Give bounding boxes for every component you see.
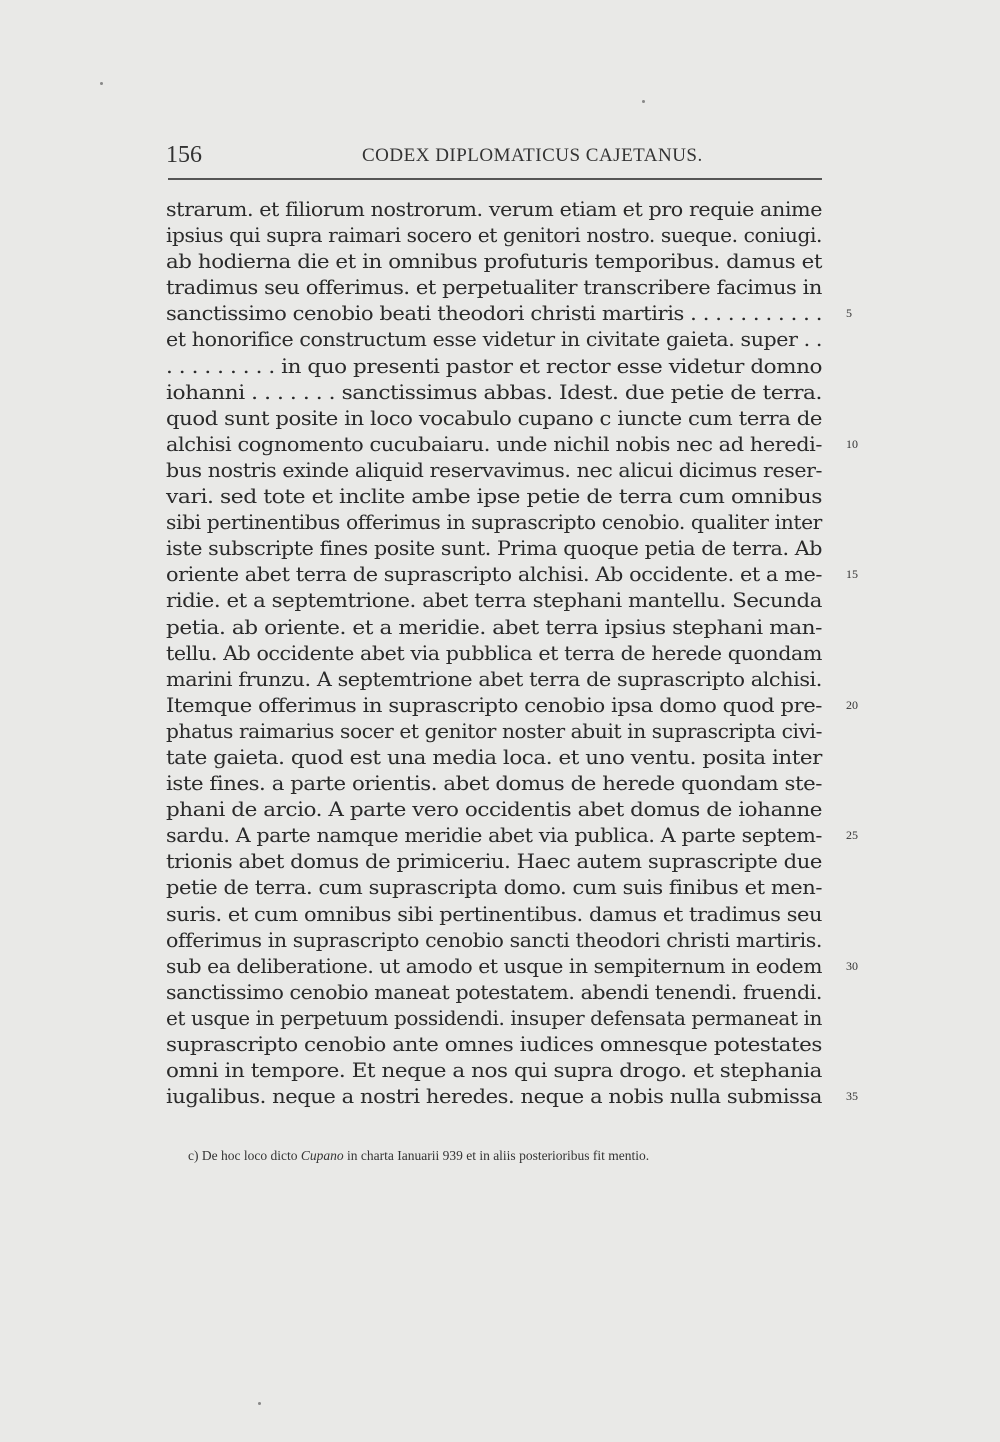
- text-line: [166, 222, 826, 248]
- text-line: [166, 770, 826, 796]
- text-line-content: et usque in perpetuum possidendi. insuper defensata permaneat in: [166, 1005, 823, 1030]
- paper-speck: [100, 82, 103, 85]
- text-line-content: iste fines. a parte orientis. abet domus de herede quondam ste-: [166, 771, 822, 796]
- text-line: [166, 640, 826, 666]
- text-line: [166, 796, 826, 822]
- text-line-content: ipsius qui supra raimari socero et genitori nostro. sueque. coniugi.: [166, 223, 823, 248]
- line-number: 25: [846, 828, 858, 843]
- text-line-content: marini frunzu. A septemtrione abet terra de suprascripto alchisi.: [166, 666, 822, 691]
- text-line: [166, 353, 826, 379]
- text-line-content: et honorifice constructum esse videtur in civitate gaieta. super . .: [166, 327, 823, 352]
- text-line: [166, 300, 852, 326]
- footnote-place-name: Cupano: [300, 1148, 344, 1163]
- text-line-content: sanctissimo cenobio beati theodori christi martiris . . . . . . . . . . .: [166, 301, 822, 326]
- page-header: [166, 142, 822, 172]
- text-line-content: bus nostris exinde aliquid reservavimus. nec alicui dicimus reser-: [166, 457, 823, 482]
- text-line-content: Itemque offerimus in suprascripto cenobio ipsa domo quod pre-: [166, 692, 823, 717]
- text-line-content: petia. ab oriente. et a meridie. abet terra ipsius stephani man-: [166, 614, 823, 639]
- text-line: [166, 718, 826, 744]
- footnote-text-before: De hoc loco dicto: [201, 1148, 298, 1163]
- footnote: [188, 1148, 828, 1164]
- text-line: [166, 248, 826, 274]
- text-line: [166, 1057, 826, 1083]
- text-line-content: ab hodierna die et in omnibus profuturis temporibus. damus et: [166, 249, 823, 274]
- text-line: [166, 979, 826, 1005]
- header-rule: [168, 178, 822, 180]
- text-line: [166, 196, 826, 222]
- text-body: [166, 196, 858, 1109]
- line-number: 20: [846, 697, 858, 712]
- text-line-content: suris. et cum omnibus sibi pertinentibus. damus et tradimus seu: [166, 901, 823, 926]
- text-line-content: phani de arcio. A parte vero occidentis abet domus de iohanne: [166, 797, 823, 822]
- text-line-content: tellu. Ab occidente abet via pubblica et terra de herede quondam: [166, 640, 823, 665]
- text-line: [166, 874, 826, 900]
- text-line: [166, 561, 858, 587]
- footnote-marker: c): [188, 1148, 199, 1163]
- text-line: [166, 509, 826, 535]
- text-line: [166, 1005, 826, 1031]
- text-line-content: quod sunt posite in loco vocabulo cupano c iuncte cum terra de: [166, 405, 823, 430]
- running-title: CODEX DIPLOMATICUS CAJETANUS.: [362, 145, 703, 166]
- page-number: 156: [166, 142, 202, 168]
- paper-speck: [258, 1402, 261, 1405]
- paper-speck: [642, 100, 645, 103]
- text-line: [166, 614, 826, 640]
- text-line-content: trionis abet domus de primiceriu. Haec autem suprascripte due: [166, 849, 823, 874]
- text-line: [166, 666, 826, 692]
- text-line: [166, 744, 826, 770]
- text-line-content: strarum. et filiorum nostrorum. verum etiam et pro requie anime: [166, 197, 823, 221]
- text-line: [166, 379, 826, 405]
- text-line-content: iste subscripte fines posite sunt. Prima quoque petia de terra. Ab: [166, 536, 823, 561]
- text-line: [166, 901, 826, 927]
- text-line: [166, 326, 826, 352]
- text-line-content: ridie. et a septemtrione. abet terra stephani mantellu. Secunda: [166, 588, 822, 613]
- line-number: 35: [846, 1089, 858, 1104]
- text-line-content: sibi pertinentibus offerimus in suprascripto cenobio. qualiter inter: [166, 510, 822, 535]
- text-line-content: sub ea deliberatione. ut amodo et usque in sempiternum in eodem: [166, 953, 823, 978]
- text-line-content: iugalibus. neque a nostri heredes. neque a nobis nulla submissa: [166, 1084, 822, 1109]
- text-line: [166, 457, 826, 483]
- text-line-content: . . . . . . . . . in quo presenti pastor et rector esse videtur domno: [166, 353, 822, 378]
- text-line-content: sardu. A parte namque meridie abet via publica. A parte septem-: [166, 823, 822, 848]
- text-line: [166, 692, 858, 718]
- text-line: [166, 953, 858, 979]
- text-line: [166, 1083, 858, 1109]
- text-line-content: alchisi cognomento cucubaiaru. unde nichil nobis nec ad heredi-: [166, 431, 823, 456]
- text-line-content: iohanni . . . . . . . sanctissimus abbas. Idest. due petie de terra.: [166, 379, 823, 404]
- text-line: [166, 483, 826, 509]
- text-line: [166, 405, 826, 431]
- text-line: [166, 1031, 826, 1057]
- text-line-content: sanctissimo cenobio maneat potestatem. abendi tenendi. fruendi.: [166, 979, 823, 1004]
- line-number: 10: [846, 436, 858, 451]
- line-number: 30: [846, 958, 858, 973]
- text-line-content: tate gaieta. quod est una media loca. et uno ventu. posita inter: [166, 744, 822, 769]
- text-line: [166, 431, 858, 457]
- text-line-content: petie de terra. cum suprascripta domo. cum suis finibus et men-: [166, 875, 823, 900]
- text-line-content: tradimus seu offerimus. et perpetualiter transcribere facimus in: [166, 275, 823, 300]
- footnote-text-after: in charta Ianuarii 939 et in aliis posterioribus fit mentio.: [347, 1148, 650, 1163]
- text-line: [166, 274, 826, 300]
- text-line-content: offerimus in suprascripto cenobio sancti theodori christi martiris.: [166, 927, 822, 952]
- text-line-content: suprascripto cenobio ante omnes iudices omnesque potestates: [166, 1032, 823, 1056]
- text-line: [166, 587, 826, 613]
- text-line: [166, 848, 826, 874]
- line-number: 5: [846, 306, 852, 321]
- text-line: [166, 822, 858, 848]
- text-line-content: oriente abet terra de suprascripto alchisi. Ab occidente. et a me-: [166, 562, 823, 587]
- text-line-content: omni in tempore. Et neque a nos qui supra drogo. et stephania: [166, 1058, 822, 1083]
- text-line: [166, 927, 826, 953]
- text-line-content: vari. sed tote et inclite ambe ipse petie de terra cum omnibus: [166, 484, 822, 509]
- text-line-content: phatus raimarius socer et genitor noster abuit in suprascripta civi-: [166, 718, 823, 743]
- line-number: 15: [846, 567, 858, 582]
- text-line: [166, 535, 826, 561]
